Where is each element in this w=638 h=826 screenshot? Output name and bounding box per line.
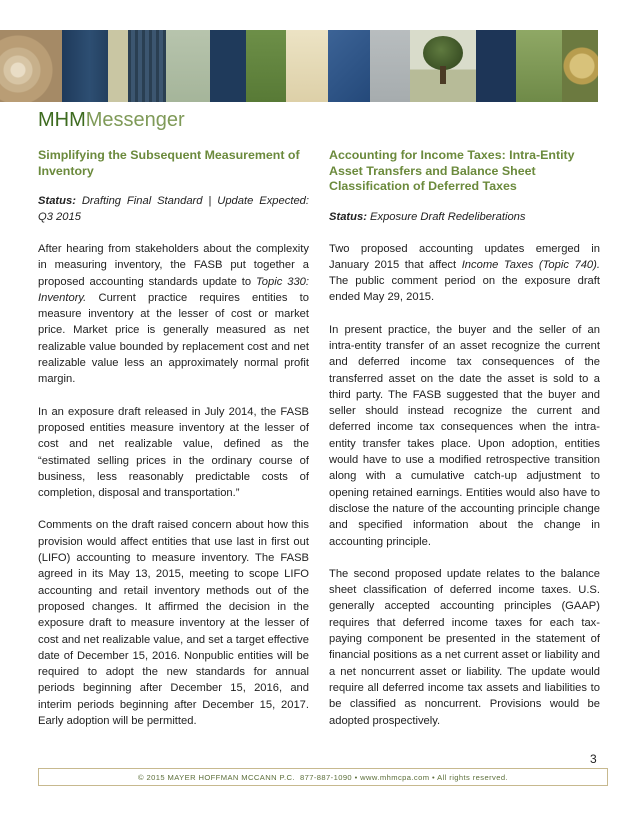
navy-color-block: [476, 30, 516, 102]
status-label: Status:: [38, 195, 76, 207]
blueprint-photo: [128, 30, 166, 102]
article-heading: Simplifying the Subsequent Measurement of Inventory: [38, 148, 300, 178]
cream-texture-photo: [286, 30, 328, 102]
green-color-block: [246, 30, 286, 102]
article-paragraph: Comments on the draft raised concern about how this provision would affect entities that use last in first out (LIFO) accounting to measure inventory. The FASB agreed in its May 13, 2015, meeting to scope LIFO accounting and retail inventory methods out of the proposed changes. It affirmed the decision in the exposure draft to measure inventory at the lesser of cost and net realizable value, and set a target effective date of December 15, 2016. Nonpublic entities will be required to adopt the new standards for annual periods beginning after December 15, 2016, and interim periods beginning after December 15, 2017. Early adoption will be permitted.: [38, 519, 309, 728]
page-number: 3: [590, 752, 597, 766]
article-paragraph: In an exposure draft released in July 2014, the FASB proposed entities measure inventory at the lesser of cost and net realizable value, defined as the “estimated selling prices in the ordinary course of business, less reasonably predictable costs of completion, disposal and transportation.”: [38, 405, 309, 500]
tree-trunk: [440, 66, 446, 84]
header-photo-banner: [0, 30, 638, 102]
newsletter-title: [38, 108, 185, 132]
green-color-block: [516, 30, 562, 102]
footer-copyright: [138, 773, 508, 782]
article-status: [329, 209, 600, 225]
status-text: Exposure Draft Redeliberations: [366, 210, 526, 223]
brand-mhm: MHM: [38, 109, 86, 131]
topic-reference: Topic 330: Inventory.: [38, 275, 309, 304]
right-article: [329, 148, 600, 745]
footer-company: © 2015 MAYER HOFFMAN MCCANN P.C.: [138, 772, 295, 782]
coin-photo: [562, 30, 598, 102]
article-paragraph: In present practice, the buyer and the seller of an intra-entity transfer of an asset recognize the current and deferred income tax consequences of the transferred asset on the date the asset is sold to a third party. The FASB suggested that the buyer and seller should instead recognize the current and deferred income tax consequences when the intra-entity transfer takes place. Upon adoption, entities would have to use a modified retrospective transition along with a cumulative catch-up adjustment to opening retained earnings. Entities would also have to disclose the nature of the accounting principle change and specified information about the change in accounting principle.: [329, 323, 600, 548]
navy-color-block: [62, 30, 108, 102]
tree-canopy: [423, 36, 463, 70]
gray-color-block: [370, 30, 410, 102]
navy-color-block: [210, 30, 246, 102]
tree-photo: [410, 30, 476, 102]
sage-color-block: [166, 30, 210, 102]
status-text: Drafting Final Standard | Update Expected: Q3 2015: [38, 195, 309, 223]
article-paragraph: The second proposed update relates to the balance sheet classification of deferred income taxes. U.S. generally accepted accounting principles (GAAP) requires that deferred income taxes for each tax-paying component be presented in the statement of financial positions as a net current asset or liability and a net noncurrent asset or liability. The update would require all deferred income tax assets and liabilities to be classified as noncurrent. Provisions would be adopted prospectively.: [329, 567, 600, 727]
article-heading: Accounting for Income Taxes: Intra-Entity Asset Transfers and Balance Sheet Classification of Deferred Taxes: [329, 148, 575, 193]
article-paragraph: Two proposed accounting updates emerged in January 2015 that affect Income Taxes (Topic 740). The public comment period on the exposure draft ended May 29, 2015.: [329, 242, 600, 304]
wood-rings-photo: [0, 30, 62, 102]
blue-color-block: [328, 30, 370, 102]
brand-messenger: Messenger: [85, 109, 185, 131]
tan-color-block: [108, 30, 128, 102]
article-paragraph: After hearing from stakeholders about the complexity in measuring inventory, the FASB put together a proposed accounting standards update to Topic 330: Inventory. Current practice requires entities to measure inventory at the lesser of cost or market price. Market price is generally measured as net realizable value bounded by replacement cost and net realizable value less an approximately normal profit margin.: [38, 243, 309, 386]
footer: [38, 768, 608, 786]
left-article: [38, 148, 309, 745]
status-label: Status:: [329, 210, 367, 223]
article-status: [38, 193, 309, 225]
topic-reference: Income Taxes (Topic 740).: [461, 258, 600, 271]
footer-contact: 877-887-1090 • www.mhmcpa.com • All rights reserved.: [299, 772, 508, 782]
